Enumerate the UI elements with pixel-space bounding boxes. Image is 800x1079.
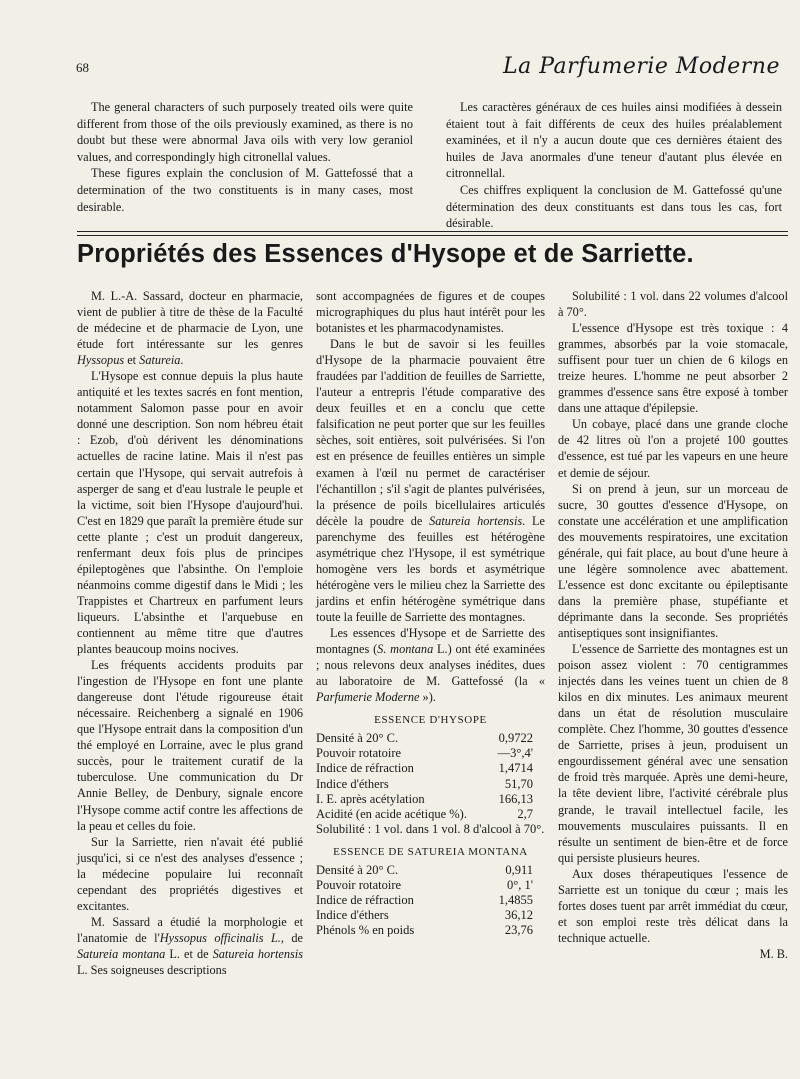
satureia-analysis-table [316,863,545,938]
english-paragraph: These figures explain the conclusion of M. Gattefossé that a determination of the two constituents is in many cases, most desirable. [77,166,413,214]
article-paragraph: Les fréquents accidents produits par l'ingestion de l'Hysope en font une plante dangereuse dont l'étude rigoureuse était nécessaire. Reichenberg a signalé en 1906 que l'Hysope entrait dans la composition d'un thé employé en Lorraine, avec le plus grand succès, pour le traitement curatif de la tuberculose. Une communication du Dr Annie Belley, de Denbury, signale encore l'Hysope comme actif contre les affections de la peau et celles du foie. [77,658,303,833]
analysis-value: 36,12 [504,908,533,923]
analysis-row [316,777,545,792]
french-paragraph: Les caractères généraux de ces huiles ainsi modifiées à dessein étaient tout à fait différents de ceux des huiles préalablement examinées, et il n'y a aucun doute que ces dernières étaient des huiles de Java anormales d'une teneur d'autant plus élevée en citronnellal. [446,100,782,181]
analysis-value: 0,911 [505,862,533,877]
analysis-label: Pouvoir rotatoire [316,746,402,761]
article-paragraph: Si on prend à jeun, sur un morceau de sucre, 30 gouttes d'essence d'Hysope, on constate une accélération et une amplification des mouvements respiratoires, une excitation générale, qui fait place, au bout d'une heure à une légère somnolence avec abattement. L'essence est donc excitante ou épileptisante dans la première phase, stupéfiante et déprimante dans la seconde. Ses propriétés antiseptiques sont insignifiantes. [558,481,788,640]
french-paragraph: Ces chiffres expliquent la conclusion de M. Gattefossé qu'une détermination des deux constituants est dans tous les cas, fort désirable. [446,182,782,231]
page-number: 68 [76,60,89,75]
analysis-row [316,792,545,807]
divider-rule [77,231,788,232]
article-column-1 [77,288,303,978]
analysis-value: 51,70 [504,776,533,791]
article-column-2 [316,288,545,938]
analysis-value: 2,7 [517,806,533,821]
hysope-analysis-table [316,731,545,837]
analysis-value: 0°, 1' [506,878,533,893]
analysis-label: Pouvoir rotatoire [316,878,402,893]
divider-rule [77,235,788,236]
analysis-row [316,746,545,761]
analysis-value: 0,9722 [498,731,533,746]
article-paragraph: Sur la Sarriette, rien n'avait été publié jusqu'ici, si ce n'est des analyses d'essence ; la médecine populaire lui reconnaît cependant des propriétés digestives et excitantes. [77,834,303,913]
satureia-analysis-title: ESSENCE DE SATUREIA MONTANA [333,845,528,858]
analysis-label: Densité à 20° C. [316,862,399,877]
analysis-label: Indice d'éthers [316,908,389,923]
running-title: La Parfumerie Moderne [502,54,780,79]
analysis-row [316,863,545,878]
article-paragraph: L'essence d'Hysope est très toxique : 4 grammes, absorbés par la voie stomacale, suffisent pour tuer un chien de 6 kilogs en treize heures. L'homme ne peut absorber 2 grammes d'essence sans être exposé à tomber dans une attaque d'épilepsie. [558,321,788,416]
article-paragraph: Dans le but de savoir si les feuilles d'Hysope de la pharmacie pouvaient être fraudées par l'addition de feuilles de Sarriette, l'auteur a entrepris l'étude comparative des deux feuilles et en a conclu que cette falsification ne peut porter que sur les feuilles sèches, soit entières, soit pulvérisées. Si l'on est en présence de feuilles entières un simple examen à l'œil nu permet de caractériser l'échantillon ; s'il s'agit de plantes pulvérisées, la présence de poils bicellulaires articulés décèle la poudre de Satureia hortensis. Le parenchyme des feuilles est hétérogène asymétrique chez l'Hysope, il est symétrique homogène vers les bords et asymétrique hétérogène vers le milieu chez la Sarriette des jardins et enfin hétérogène symétrique dans toute la feuille de Sarriette des montagnes. [316,337,545,624]
article-paragraph: M. Sassard a étudié la morphologie et l'anatomie de l'Hyssopus officinalis L., de Satureia montana L. et de Satureia hortensis L. Ses soigneuses descriptions [77,914,303,977]
analysis-row [316,807,545,822]
analysis-label: Indice d'éthers [316,776,389,791]
article-paragraph: Les essences d'Hysope et de Sarriette des montagnes (S. montana L.) ont été examinées ; nous relevons deux analyses inédites, dues au laboratoire de M. Gattefossé (la « Parfumerie Moderne »). [316,625,546,705]
english-paragraph: The general characters of such purposely treated oils were quite different from those of the oils previously examined, as there is no doubt but these were abnormal Java oils with very low geraniol values, and correspondingly high citronellal values. [77,100,413,164]
analysis-label: Acidité (en acide acétique %). [316,806,467,821]
analysis-value: 166,13 [498,791,533,806]
analysis-label: I. E. après acétylation [316,791,425,806]
english-summary [77,99,413,215]
analysis-row [316,761,545,776]
article-title: Propriétés des Essences d'Hysope et de Sarriette. [77,240,694,268]
analysis-solubility: Solubilité : 1 vol. dans 1 vol. 8 d'alcool à 70°. [316,821,545,836]
article-paragraph: M. L.-A. Sassard, docteur en pharmacie, vient de publier à titre de thèse de la Faculté de médecine et de pharmacie de Lyon, une étude fort intéressante sur les genres Hyssopus et Satureia. [77,289,303,368]
author-signature: M. B. [759,946,788,961]
analysis-label: Indice de réfraction [316,761,414,776]
article-paragraph: L'Hysope est connue depuis la plus haute antiquité et les textes sacrés en font mention, notamment Salomon passe pour en avoir donné une description. Son nom hébreu était : Ezob, d'où dérivent les dénominations actuelles de racine latine. Mais il n'est pas certain que l'Hysope, qui servait autrefois à asperger de sang et d'eau lustrale le peuple et la victime, soit bien l'Hysope d'aujourd'hui. C'est en 1829 que paraît la première étude sur cette plante ; c'est un produit dangereux, renfermant deux fois plus de principes épileptogènes que l'absinthe. On l'emploie néanmoins comme digestif dans le Midi ; les Trappistes et Chartreux en parfument leurs liqueurs. L'absinthe et l'arquebuse en contiennent au même titre que d'autres plantes beaucoup moins nocives. [77,369,303,657]
analysis-row [316,923,545,938]
analysis-row [316,893,545,908]
analysis-value: 1,4855 [498,893,533,908]
analysis-row [316,908,545,923]
article-paragraph: Aux doses thérapeutiques l'essence de Sarriette est un tonique du cœur ; mais les fortes doses tuent par arrêt immédiat du cœur, et son emploi reste très délicat dans la technique actuelle. [558,866,788,945]
analysis-row [316,731,545,746]
analysis-value: 1,4714 [498,761,533,776]
analysis-label: Densité à 20° C. [316,731,399,746]
analysis-label: Indice de réfraction [316,893,414,908]
analysis-value: —3°,4' [497,746,533,761]
hysope-analysis-title: ESSENCE D'HYSOPE [374,714,487,727]
article-paragraph: sont accompagnées de figures et de coupes micrographiques du plus haut intérêt pour les botanistes et les pharmacodynamistes. [316,289,545,336]
analysis-value: 23,76 [504,923,533,938]
article-paragraph: Un cobaye, placé dans une grande cloche de 42 litres où l'on a projeté 100 gouttes d'essence, est tué par les vapeurs en une heure et demie de séjour. [558,417,788,480]
article-paragraph: L'essence de Sarriette des montagnes est un poison assez violent : 70 centigrammes injectés dans les veines tuent un chien de 8 kilos en dix minutes. Les animaux meurent dans un état de résolution musculaire complète. Chez l'homme, 30 gouttes d'essence de Sarriette, prises à jeun, produisent un engourdissement général avec une sensation de froid très marquée. Après une demi-heure, la tête devient libre, l'activité cérébrale plus grande, le travail intellectuel facile, les mouvements musculaires puissants. Il en résulte un sentiment de bien-être et de force qui persiste plusieurs heures. [558,642,788,865]
analysis-row [316,878,545,893]
article-column-3 [558,288,788,962]
french-summary [446,99,782,232]
analysis-label: Phénols % en poids [316,923,415,938]
satureia-solubility: Solubilité : 1 vol. dans 22 volumes d'alcool à 70°. [558,289,788,320]
